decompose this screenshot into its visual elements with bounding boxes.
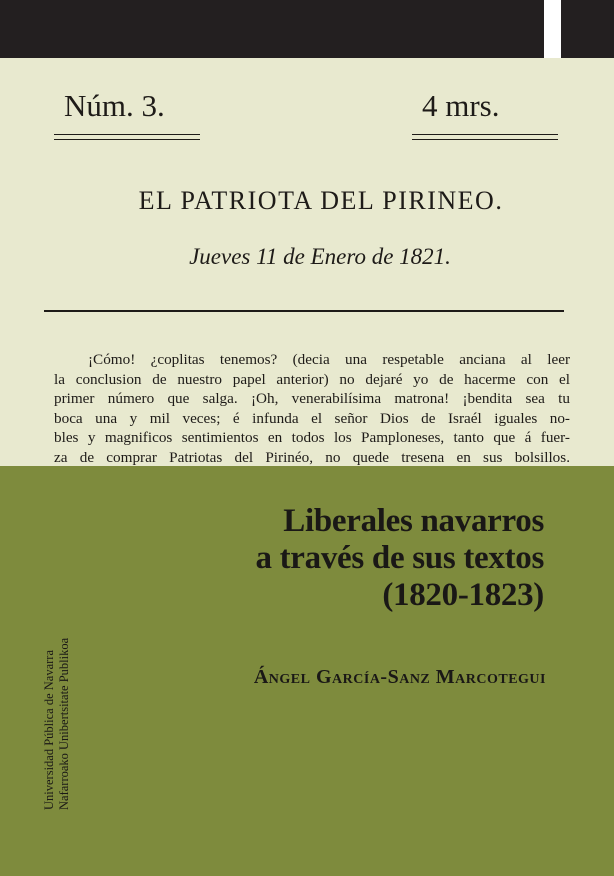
newspaper-clipping [0,58,614,466]
publisher-name-eu: Nafarroako Unibertsitate Publikoa [57,637,71,810]
date-rule [44,310,564,312]
book-title-years: (1820-1823) [382,577,544,613]
excerpt-line: za de comprar Patriotas del Pirinéo, no quede tresena en sus bolsillos. [54,448,570,466]
publisher-name-es: Universidad Pública de Navarra [42,649,56,810]
book-author: Ángel García-Sanz Marcotegui [253,666,546,688]
publisher-imprint [42,638,72,810]
excerpt-line: boca una y mil veces; é infunda el señor Dios de Israél iguales no- [54,409,570,427]
masthead-rule-left-top [54,134,200,135]
excerpt-line: ¡Cómo! ¿coplitas tenemos? (decia una respetable anciana al leer [88,351,570,368]
newspaper-date: Jueves 11 de Enero de 1821. [189,244,451,269]
masthead-rule-right-bottom [412,139,558,140]
excerpt-line: la conclusion de nuestro papel anterior) no dejaré yo de hacerme con el [54,370,570,388]
top-band-gap [544,0,561,58]
top-band [0,0,614,58]
masthead-rule-left-bottom [54,139,200,140]
newspaper-excerpt [54,350,570,467]
issue-price: 4 mrs. [422,88,500,123]
book-title-line: a través de sus textos [255,540,544,576]
excerpt-line: bles y magnificos sentimientos en todos los Pamploneses, tanto que á fuer- [54,429,570,446]
book-title [255,503,544,614]
newspaper-title: EL PATRIOTA DEL PIRINEO. [138,186,504,215]
masthead-rule-right-top [412,134,558,135]
excerpt-line: primer número que salga. ¡Oh, venerabilísima matrona! ¡bendita sea tu [54,390,570,407]
book-title-line: Liberales navarros [283,503,544,539]
issue-number: Núm. 3. [64,88,165,123]
